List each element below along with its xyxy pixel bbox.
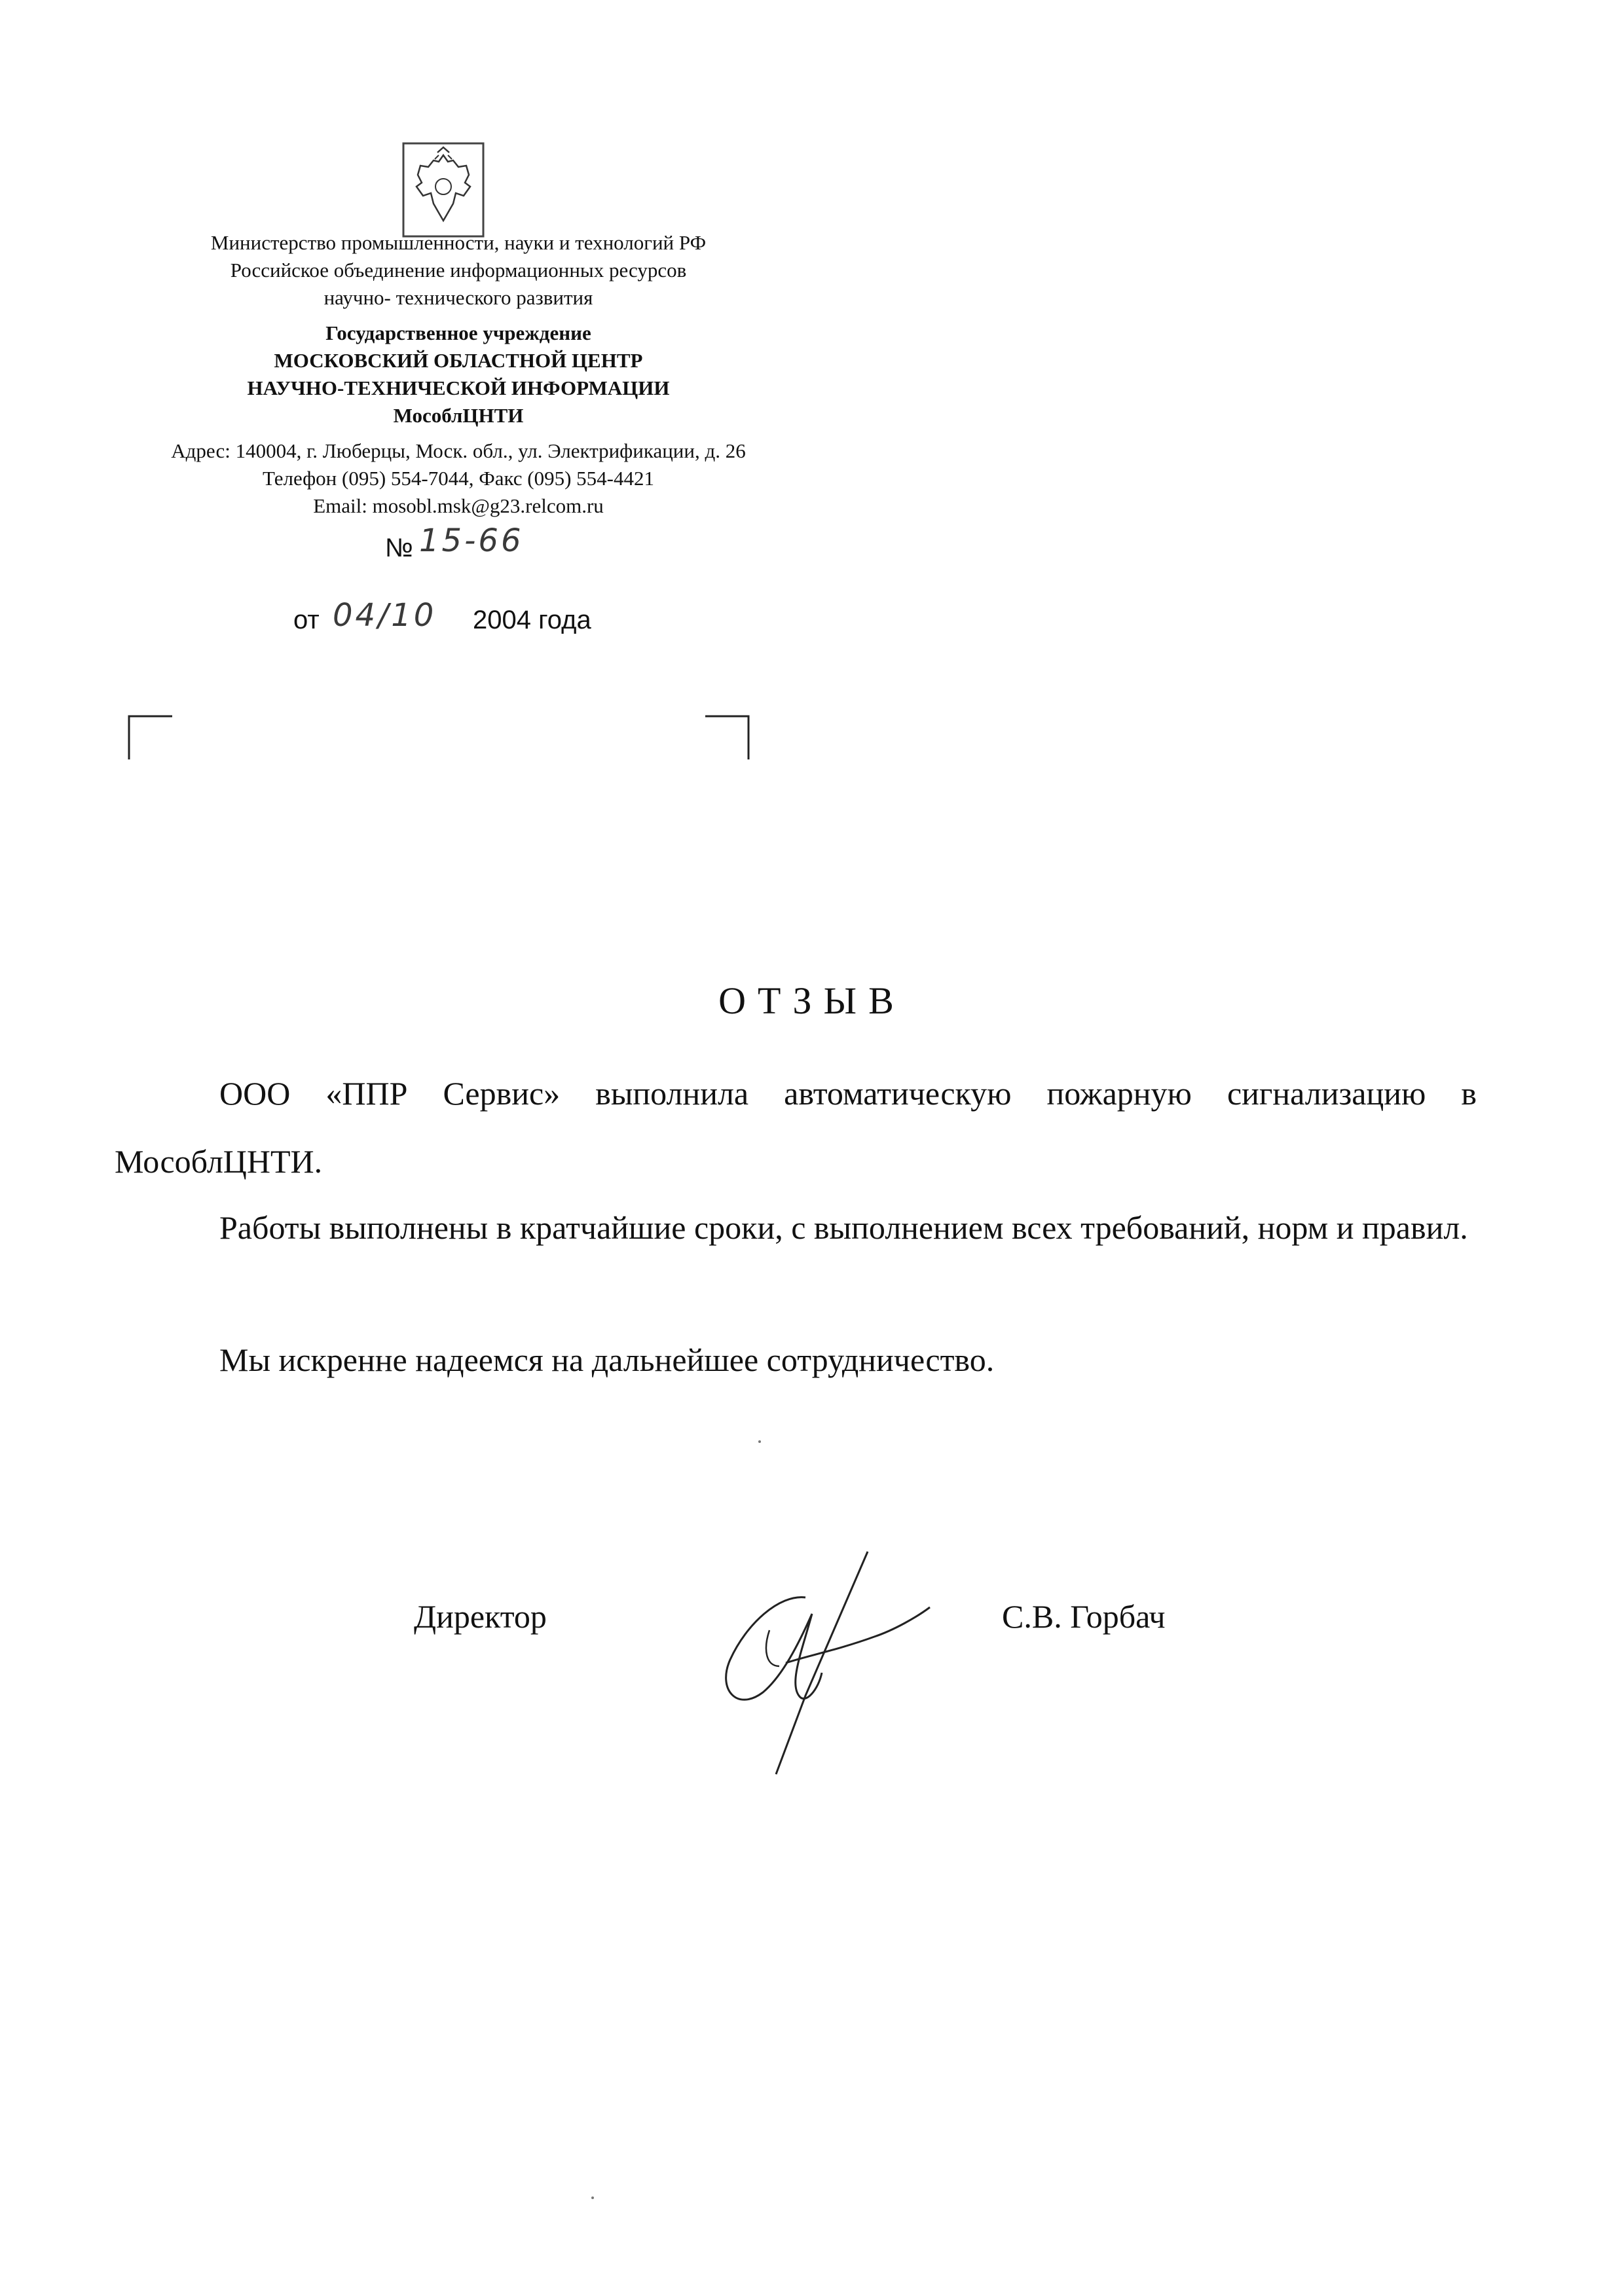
association-line: Российское объединение информационных ресурсов (230, 259, 687, 282)
org-type: Государственное учреждение (325, 321, 591, 344)
association-line-2: научно- технического развития (323, 286, 593, 309)
address-corner-left (128, 715, 174, 761)
signatory-name: С.В. Горбач (1002, 1598, 1166, 1635)
org-name-line-1: МОСКОВСКИЙ ОБЛАСТНОЙ ЦЕНТР (274, 349, 643, 372)
address-corner-right (704, 715, 750, 761)
number-label: № (385, 534, 413, 562)
coat-of-arms-emblem (401, 141, 486, 239)
ministry-line: Министерство промышленности, науки и технологий РФ (210, 231, 707, 254)
paragraph-2: Работы выполнены в кратчайшие сроки, с выполнением всех требований, норм и правил. (219, 1209, 1468, 1246)
handwritten-number: 15-66 (419, 522, 524, 559)
org-email: Email: mosobl.msk@g23.relcom.ru (313, 494, 604, 517)
signatory-role: Директор (414, 1598, 547, 1635)
org-phone-fax: Телефон (095) 554-7044, Факс (095) 554-4421 (262, 467, 655, 490)
letterhead (144, 229, 773, 520)
org-address: Адрес: 140004, г. Люберцы, Моск. обл., ул. Электрификации, д. 26 (171, 439, 746, 462)
paragraph-3: Мы искренне надеемся на дальнейшее сотрудничество. (219, 1341, 995, 1378)
handwritten-signature (707, 1525, 943, 1781)
handwritten-date: 04/10 (333, 597, 437, 634)
date-prefix: от (293, 606, 320, 634)
org-short-name: МособлЦНТИ (393, 404, 524, 427)
document-title: ОТЗЫВ (718, 979, 906, 1022)
org-name-line-2: НАУЧНО-ТЕХНИЧЕСКОЙ ИНФОРМАЦИИ (247, 376, 670, 399)
paragraph-1: ООО «ППР Сервис» выполнила автоматическую пожарную сигнализацию в МособлЦНТИ. (115, 1075, 1477, 1180)
year-text: 2004 года (473, 606, 591, 634)
scan-speck (758, 1440, 761, 1443)
scan-speck (591, 2196, 594, 2199)
